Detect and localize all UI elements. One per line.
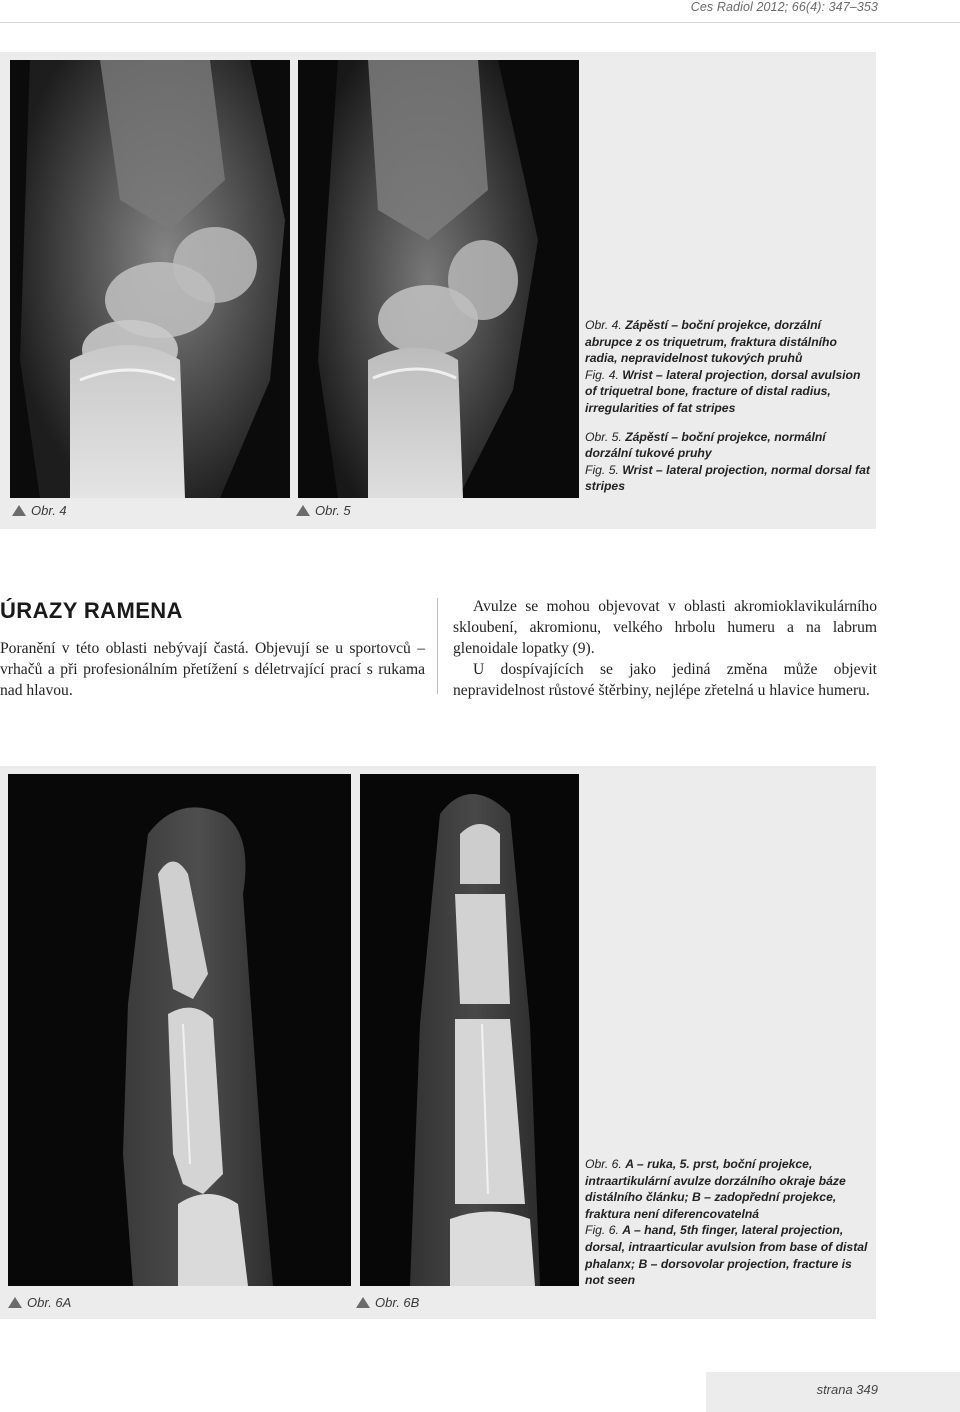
column-divider	[437, 598, 438, 694]
triangle-up-icon	[8, 1297, 22, 1308]
xray-wrist-obr5	[298, 60, 579, 498]
paragraph: Avulze se mohou objevovat v oblasti akromioklavikulárního skloubení, akromionu, velkého hrbolu humeru a na labrum glenoidale lopatky (9).	[453, 598, 877, 657]
caption-5-cz: Obr. 5. Zápěstí – boční projekce, normální dorzální tukové pruhy	[585, 429, 826, 461]
triangle-up-icon	[12, 505, 26, 516]
section-left-column	[0, 638, 425, 701]
figure-label-obr4: Obr. 4	[12, 503, 67, 518]
caption-6-en: Fig. 6. A – hand, 5th finger, lateral projection, dorsal, intraarticular avulsion from base of distal phalanx; B – dorsovolar projection, fracture is not seen	[585, 1223, 868, 1288]
paragraph: Poranění v této oblasti nebývají častá. Objevují se u sportovců – vrhačů a při profesionálním přetížení s déletrvající prací s rukama nad hlavou.	[0, 640, 425, 699]
triangle-up-icon	[296, 505, 310, 516]
caption-obr4-obr5	[585, 317, 870, 495]
figure-label-obr5: Obr. 5	[296, 503, 351, 518]
caption-6-cz: Obr. 6. A – ruka, 5. prst, boční projekce, intraartikulární avulze dorzálního okraje báze distálního článku; B – zadopřední projekce, fraktura není diferencovatelná	[585, 1157, 846, 1221]
figure-label-obr6a: Obr. 6A	[8, 1295, 71, 1310]
xray-finger-obr6b	[360, 774, 579, 1286]
caption-4-en: Fig. 4. Wrist – lateral projection, dorsal avulsion of triquetral bone, fracture of distal radius, irregularities of fat stripes	[585, 367, 861, 415]
section-right-column	[453, 596, 877, 701]
caption-4-cz: Obr. 4. Zápěstí – boční projekce, dorzální abrupce z os triquetrum, fraktura distálního radia, nepravidelnost tukových pruhů	[585, 318, 837, 366]
section-title: ÚRAZY RAMENA	[0, 598, 183, 623]
caption-obr6	[585, 1156, 870, 1289]
page-number: strana 349	[816, 1382, 878, 1397]
xray-finger-obr6a	[8, 774, 351, 1286]
xray-wrist-obr4	[10, 60, 290, 498]
figure-label-obr6b: Obr. 6B	[356, 1295, 419, 1310]
journal-reference: Ces Radiol 2012; 66(4): 347–353	[690, 0, 878, 14]
caption-5-en: Fig. 5. Wrist – lateral projection, normal dorsal fat stripes	[585, 462, 870, 494]
triangle-up-icon	[356, 1297, 370, 1308]
paragraph: U dospívajících se jako jediná změna může objevit nepravidelnost růstové štěrbiny, nejlépe zřetelná u hlavice humeru.	[453, 661, 877, 699]
header-rule	[0, 22, 960, 23]
